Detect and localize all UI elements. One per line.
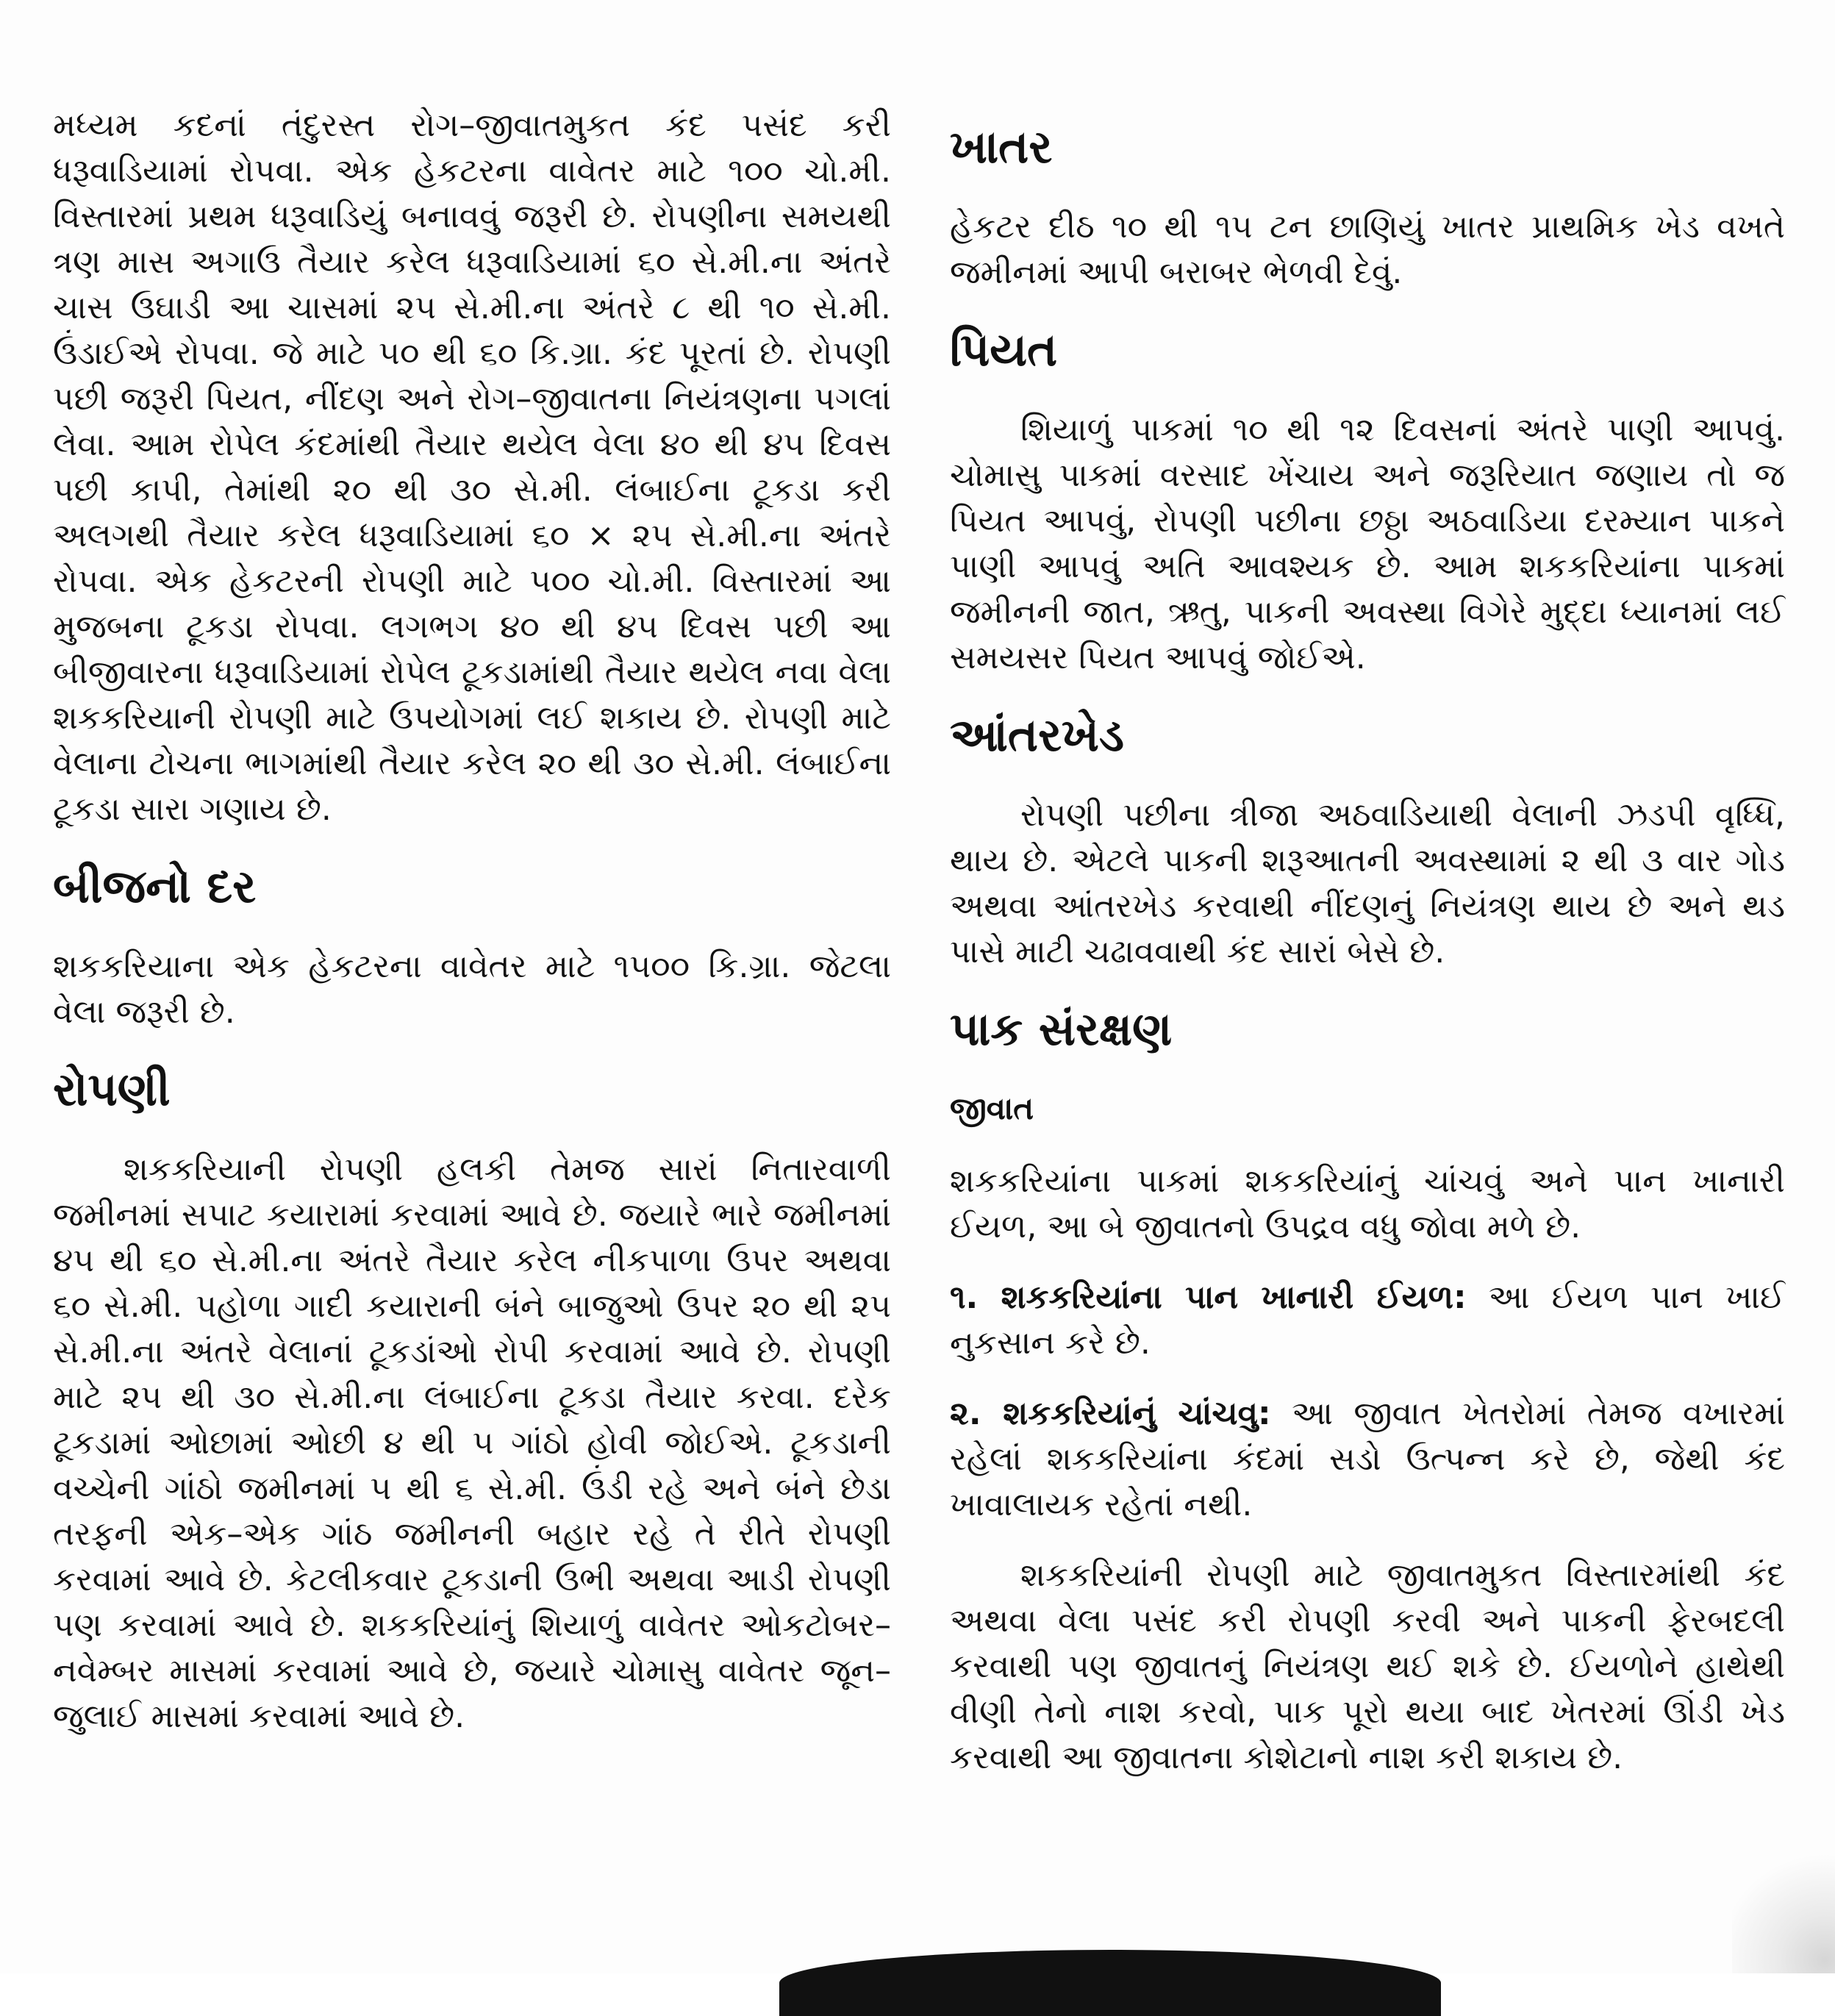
pest-2-text: આ જીવાત ખેતરોમાં તેમજ વખારમાં રહેલાં શકકરિયાંના કંદમાં સડો ઉત્પન્ન કરે છે, જેથી કંદ ખાવાલાયક રહેતાં નથી. — [950, 1395, 1785, 1523]
intro-paragraph: મધ્યમ કદનાં તંદુરસ્ત રોગ–જીવાતમુકત કંદ પસંદ કરી ધરૂવાડિયામાં રોપવા. એક હેકટરના વાવેતર માટે ૧૦૦ ચો.મી. વિસ્તારમાં પ્રથમ ધરૂવાડિયું બનાવવું જરૂરી છે. રોપણીના સમયથી ત્રણ માસ અગાઉ તૈયાર કરેલ ધરૂવાડિયામાં ૬૦ સે.મી.ના અંતરે ચાસ ઉઘાડી આ ચાસમાં ૨૫ સે.મી.ના અંતરે ૮ થી ૧૦ સે.મી. ઉંડાઈએ રોપવા. જે માટે ૫૦ થી ૬૦ કિ.ગ્રા. કંદ પૂરતાં છે. રોપણી પછી જરૂરી પિયત, નીંદણ અને રોગ–જીવાતના નિયંત્રણના પગલાં લેવા. આમ રોપેલ કંદમાંથી તૈયાર થયેલ વેલા ૪૦ થી ૪૫ દિવસ પછી કાપી, તેમાંથી ૨૦ થી ૩૦ સે.મી. લંબાઈના ટૂકડા કરી અલગથી તૈયાર કરેલ ધરૂવાડિયામાં ૬૦ × ૨૫ સે.મી.ના અંતરે રોપવા. એક હેકટરની રોપણી માટે ૫૦૦ ચો.મી. વિસ્તારમાં આ મુજબના ટૂકડા રોપવા. લગભગ ૪૦ થી ૪૫ દિવસ પછી આ બીજીવારના ધરૂવાડિયામાં રોપેલ ટૂકડામાંથી તૈયાર થયેલ નવા વેલા શકકરિયાની રોપણી માટે ઉપયોગમાં લઈ શકાય છે. રોપણી માટે વેલાના ટોચના ભાગમાંથી તૈયાર કરેલ ૨૦ થી ૩૦ સે.મી. લંબાઈના ટૂકડા સારા ગણાય છે. — [53, 107, 891, 828]
seed-rate-heading: બીજનો દર — [53, 859, 257, 913]
scan-shadow — [779, 1950, 1441, 2016]
scan-corner-speckle — [1732, 1841, 1835, 1973]
pests-paragraph: શકકરિયાંના પાકમાં શકકરિયાંનું ચાંચવું અને પાન ખાનારી ઈયળ, આ બે જીવાતનો ઉપદ્રવ વધુ જોવા મળે છે. — [950, 1162, 1785, 1245]
crop-protection-heading: પાક સંરક્ષણ — [950, 1002, 1173, 1056]
pest-1-text: આ ઈયળ પાન ખાઈ નુકસાન કરે છે. — [950, 1279, 1785, 1362]
pest-1-item — [950, 1275, 1785, 1366]
seed-rate-paragraph: શકકરિયાના એક હેકટરના વાવેતર માટે ૧૫૦૦ કિ.ગ્રા. જેટલા વેલા જરૂરી છે. — [53, 948, 891, 1031]
right-column — [950, 118, 1785, 1806]
control-paragraph: શકકરિયાંની રોપણી માટે જીવાતમુકત વિસ્તારમાંથી કંદ અથવા વેલા પસંદ કરી રોપણી કરવી અને પાકની ફેરબદલી કરવાથી પણ જીવાતનું નિયંત્રણ થઈ શકે છે. ઈયળોને હાથેથી વીણી તેનો નાશ કરવો, પાક પૂરો થયા બાદ ખેતરમાં ઊંડી ખેડ કરવાથી આ જીવાતના કોશેટાનો નાશ કરી શકાય છે. — [950, 1556, 1785, 1776]
pests-subheading: જીવાત — [950, 1090, 1034, 1126]
pest-2-item — [950, 1391, 1785, 1528]
interculture-paragraph: રોપણી પછીના ત્રીજા અઠવાડિયાથી વેલાની ઝડપી વૃધ્ધિ, થાય છે. એટલે પાકની શરૂઆતની અવસ્થામાં ૨ થી ૩ વાર ગોડ અથવા આંતરખેડ કરવાથી નીંદણનું નિયંત્રણ થાય છે અને થડ પાસે માટી ચઢાવવાથી કંદ સારાં બેસે છે. — [950, 796, 1785, 971]
planting-heading: રોપણી — [53, 1062, 171, 1116]
pest-2-lead: ૨. શકકરિયાંનું ચાંચવુ: — [950, 1395, 1271, 1432]
manure-paragraph: હેકટર દીઠ ૧૦ થી ૧૫ ટન છાણિયું ખાતર પ્રાથમિક ખેડ વખતે જમીનમાં આપી બરાબર ભેળવી દેવું. — [950, 208, 1785, 291]
manure-heading: ખાતર — [950, 120, 1053, 174]
left-column — [53, 103, 891, 1765]
planting-paragraph: શકકરિયાની રોપણી હલકી તેમજ સારાં નિતારવાળી જમીનમાં સપાટ કયારામાં કરવામાં આવે છે. જયારે ભારે જમીનમાં ૪૫ થી ૬૦ સે.મી.ના અંતરે તૈયાર કરેલ નીકપાળા ઉપર અથવા ૬૦ સે.મી. પહોળા ગાદી કયારાની બંને બાજુઓ ઉપર ૨૦ થી ૨૫ સે.મી.ના અંતરે વેલાનાં ટૂકડાંઓ રોપી કરવામાં આવે છે. રોપણી માટે ૨૫ થી ૩૦ સે.મી.ના લંબાઈના ટૂકડા તૈયાર કરવા. દરેક ટૂકડામાં ઓછામાં ઓછી ૪ થી ૫ ગાંઠો હોવી જોઈએ. ટૂકડાની વચ્ચેની ગાંઠો જમીનમાં ૫ થી ૬ સે.મી. ઉંડી રહે અને બંને છેડા તરફની એક–એક ગાંઠ જમીનની બહાર રહે તે રીતે રોપણી કરવામાં આવે છે. કેટલીકવાર ટૂકડાની ઉભી અથવા આડી રોપણી પણ કરવામાં આવે છે. શકકરિયાંનું શિયાળું વાવેતર ઓકટોબર–નવેમ્બર માસમાં કરવામાં આવે છે, જયારે ચોમાસુ વાવેતર જૂન–જુલાઈ માસમાં કરવામાં આવે છે. — [53, 1151, 891, 1735]
irrigation-heading: પિયત — [950, 323, 1058, 376]
pest-1-lead: ૧. શકકરિયાંના પાન ખાનારી ઈયળ: — [950, 1279, 1467, 1316]
irrigation-paragraph: શિયાળું પાકમાં ૧૦ થી ૧૨ દિવસનાં અંતરે પાણી આપવું. ચોમાસુ પાકમાં વરસાદ ખેંચાય અને જરૂરિયાત જણાય તો જ પિયત આપવું, રોપણી પછીના છઠ્ઠા અઠવાડિયા દરમ્યાન પાકને પાણી આપવું અતિ આવશ્યક છે. આમ શકકરિયાંના પાકમાં જમીનની જાત, ઋતુ, પાકની અવસ્થા વિગેરે મુદ્દા ધ્યાનમાં લઈ સમયસર પિયત આપવું જોઈએ. — [950, 411, 1785, 676]
interculture-heading: આંતરખેડ — [950, 708, 1125, 762]
